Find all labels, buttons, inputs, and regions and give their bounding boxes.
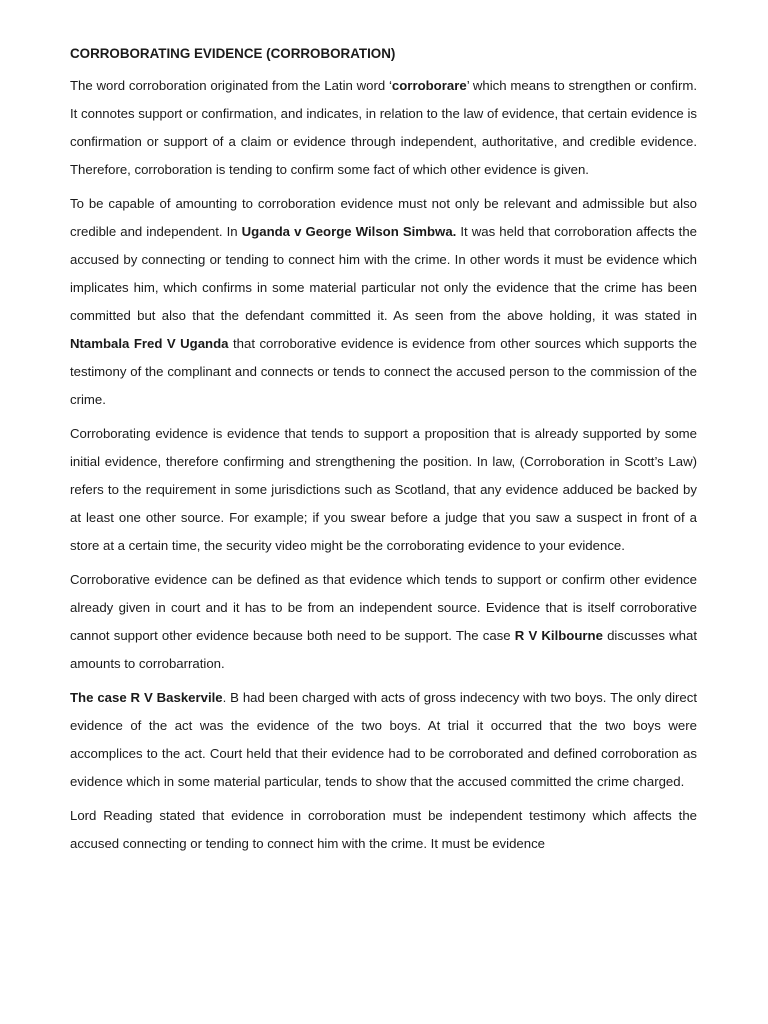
paragraph-5 (70, 684, 697, 796)
paragraph-3 (70, 420, 697, 560)
paragraph-6-segment: Lord Reading stated that evidence in corroboration must be independent testimony which affects the accused connecting or tending to connect him with the crime. It must be evidence (70, 808, 697, 851)
case-name-ntambala-v-uganda: Ntambala Fred V Uganda (70, 336, 229, 351)
paragraph-2 (70, 190, 697, 414)
case-name-uganda-v-simbwa: Uganda v George Wilson Simbwa. (241, 224, 457, 239)
paragraph-3-segment: Corroborating evidence is evidence that tends to support a proposition that is already supported by some initial evidence, therefore confirming and strengthening the position. In law, (Corroboration in Scott’s Law) refers to the requirement in some jurisdictions such as Scotland, that any evidence adduced be backed by at least one other source. For example; if you swear before a judge that you saw a suspect in front of a store at a certain time, the security video might be the corroborating evidence to your evidence. (70, 426, 697, 553)
paragraph-2-segment: To be capable of amounting to corroboration evidence must not only be relevant and admissible but also credible and independent. In (70, 196, 697, 239)
paragraph-1-segment: The word corroboration originated from the Latin word ‘ (70, 78, 392, 93)
case-name-r-v-kilbourne: R V Kilbourne (514, 628, 603, 643)
paragraph-6 (70, 802, 697, 858)
paragraph-4-segment: discusses what amounts to corrobarration. (70, 628, 697, 671)
document-heading: CORROBORATING EVIDENCE (CORROBORATION) (70, 46, 396, 61)
paragraph-1-segment-bold: corroborare (391, 78, 467, 93)
paragraph-2-segment: that corroborative evidence is evidence from other sources which supports the testimony of the complinant and connects or tends to connect the accused person to the commission of the crime. (70, 336, 697, 407)
document-page (70, 44, 697, 864)
paragraph-1-segment: ’ which means to strengthen or confirm. It connotes support or confirmation, and indicates, in relation to the law of evidence, that certain evidence is confirmation or support of a claim or evidence through independent, authoritative, and credible evidence. Therefore, corroboration is tending to confirm some fact of which other evidence is given. (70, 78, 697, 177)
paragraph-2-segment: It was held that corroboration affects the accused by connecting or tending to connect him with the crime. In other words it must be evidence which implicates him, which confirms in some material particular not only the evidence that the crime has been committed but also that the defendant committed it. As seen from the above holding, it was stated in (70, 224, 698, 323)
paragraph-1 (70, 72, 697, 184)
paragraph-5-segment: . B had been charged with acts of gross indecency with two boys. The only direct evidence of the act was the evidence of the two boys. At trial it occurred that the two boys were accomplices to the act. Court held that their evidence had to be corroborated and defined corroboration as evidence which in some material particular, tends to show that the accused committed the crime charged. (70, 690, 697, 789)
case-name-r-v-baskervile: The case R V Baskervile (70, 690, 223, 705)
paragraph-4 (70, 566, 697, 678)
paragraph-4-segment: Corroborative evidence can be defined as that evidence which tends to support or confirm other evidence already given in court and it has to be from an independent source. Evidence that is itself corroborative cannot support other evidence because both need to be support. The case (70, 572, 697, 643)
